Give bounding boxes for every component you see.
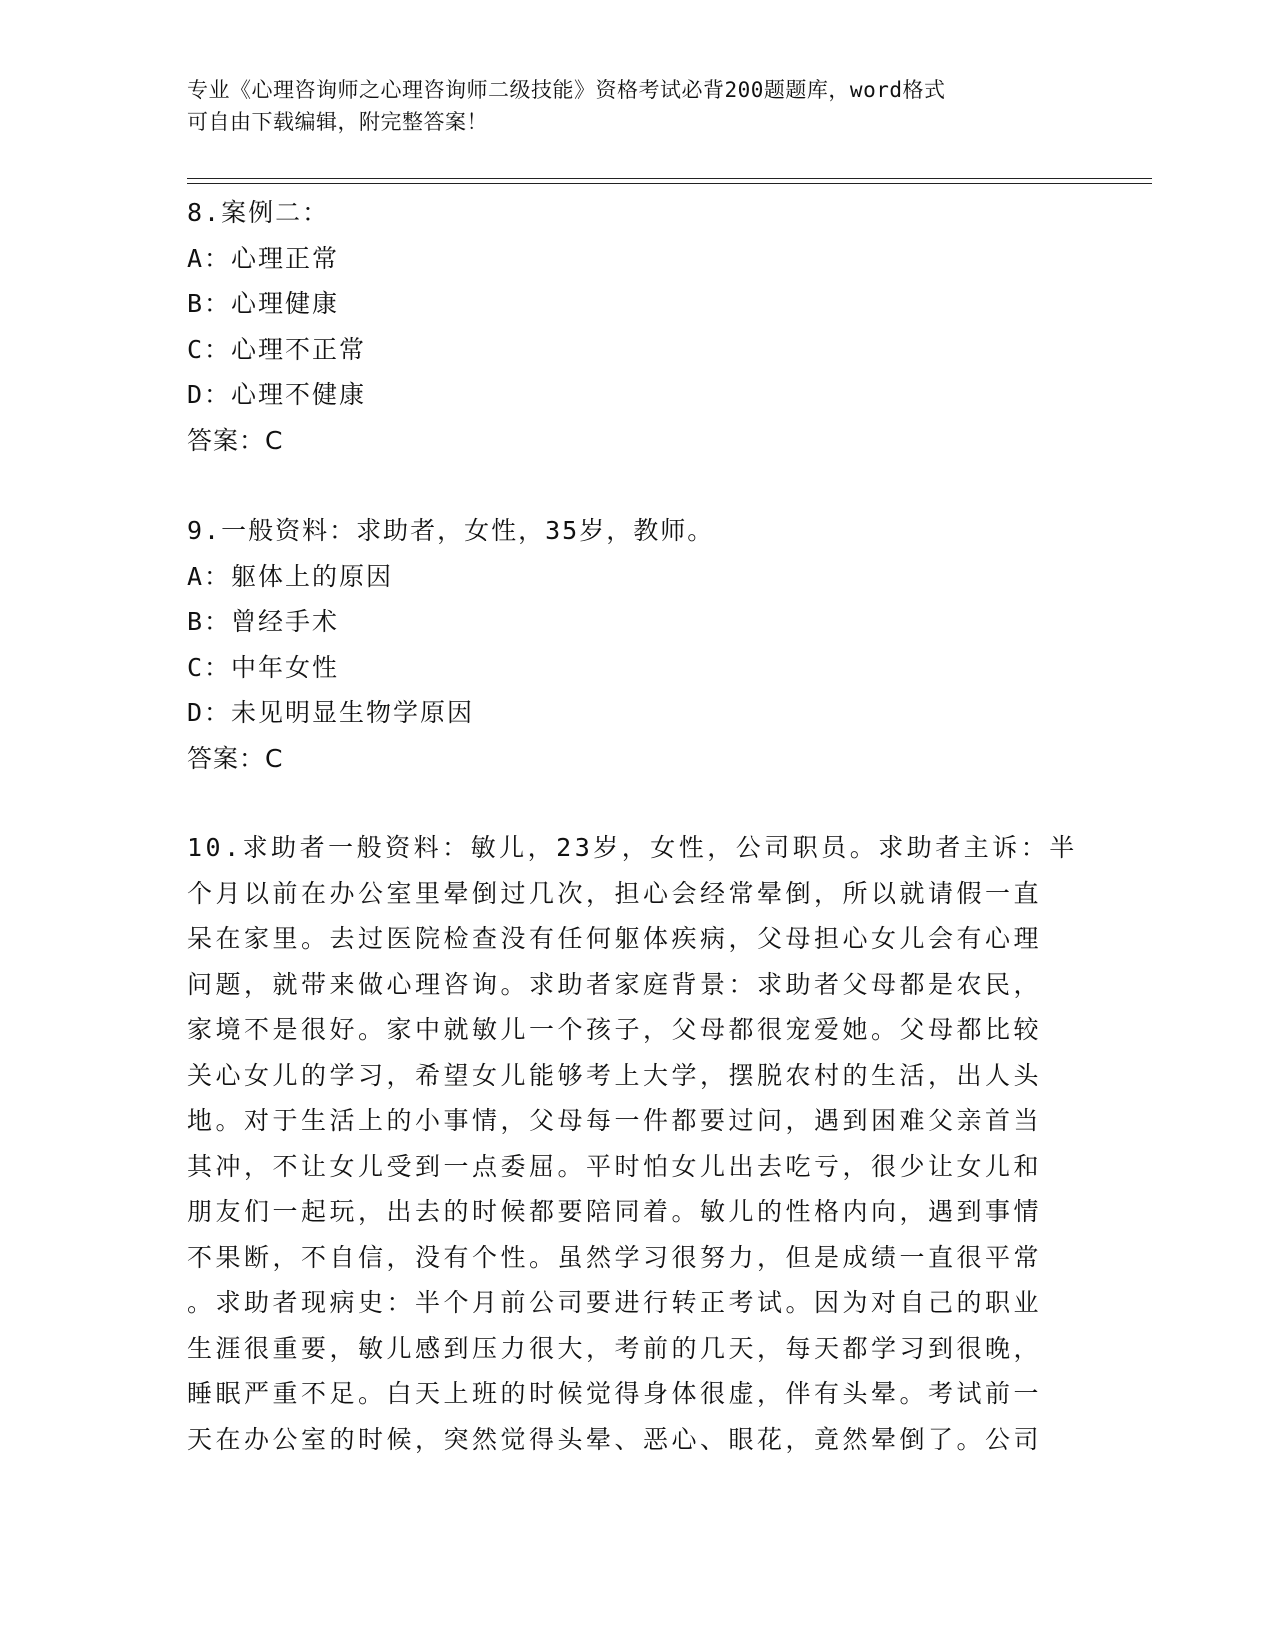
option-c: C：中年女性 [187, 652, 340, 682]
paragraph-line: 家境不是很好。家中就敏儿一个孩子，父母都很宠爱她。父母都比较 [187, 1015, 1043, 1044]
question-9 [187, 508, 714, 781]
question-8 [187, 190, 366, 463]
paragraph-line: 问题，就带来做心理咨询。求助者家庭背景：求助者父母都是农民， [187, 969, 1043, 999]
header-divider-top [187, 178, 1152, 179]
paragraph-line: 呆在家里。去过医院检查没有任何躯体疾病，父母担心女儿会有心理 [187, 924, 1043, 953]
option-b: B：曾经手术 [187, 607, 340, 636]
document-header [187, 74, 1087, 138]
answer: 答案：C [187, 743, 284, 773]
paragraph-line: 关心女儿的学习，希望女儿能够考上大学，摆脱农村的生活，出人头 [187, 1060, 1043, 1090]
question-stem: 8.案例二： [187, 198, 330, 227]
question-stem: 9.一般资料：求助者，女性，35岁，教师。 [187, 516, 715, 545]
paragraph-line: 。求助者现病史：半个月前公司要进行转正考试。因为对自己的职业 [187, 1288, 1043, 1317]
option-d: D：心理不健康 [187, 380, 367, 409]
paragraph-line: 朋友们一起玩，出去的时候都要陪同着。敏儿的性格内向，遇到事情 [187, 1197, 1043, 1226]
paragraph-line: 天在办公室的时候，突然觉得头晕、恶心、眼花，竟然晕倒了。公司 [187, 1424, 1043, 1454]
answer: 答案：C [187, 425, 284, 455]
paragraph-line: 个月以前在办公室里晕倒过几次，担心会经常晕倒，所以就请假一直 [187, 878, 1043, 908]
option-b: B：心理健康 [187, 289, 340, 318]
header-divider-bottom [187, 183, 1152, 184]
option-d: D：未见明显生物学原因 [187, 698, 475, 727]
paragraph-line: 其冲，不让女儿受到一点委屈。平时怕女儿出去吃亏，很少让女儿和 [187, 1151, 1043, 1181]
header-line-1: 专业《心理咨询师之心理咨询师二级技能》资格考试必背200题题库，word格式 [187, 78, 946, 102]
option-a: A：躯体上的原因 [187, 561, 394, 591]
paragraph-line: 地。对于生活上的小事情，父母每一件都要过问，遇到困难父亲首当 [187, 1106, 1043, 1135]
question-10 [187, 825, 1078, 1462]
paragraph-line: 生涯很重要，敏儿感到压力很大，考前的几天，每天都学习到很晚， [187, 1333, 1043, 1363]
header-line-2: 可自由下载编辑，附完整答案！ [187, 110, 488, 134]
paragraph-line: 不果断，不自信，没有个性。虽然学习很努力，但是成绩一直很平常 [187, 1242, 1043, 1272]
option-c: C：心理不正常 [187, 334, 367, 364]
option-a: A：心理正常 [187, 243, 340, 273]
paragraph-line: 睡眠严重不足。白天上班的时候觉得身体很虚，伴有头晕。考试前一 [187, 1379, 1043, 1408]
paragraph-line: 10.求助者一般资料：敏儿，23岁，女性，公司职员。求助者主诉：半 [187, 833, 1078, 862]
